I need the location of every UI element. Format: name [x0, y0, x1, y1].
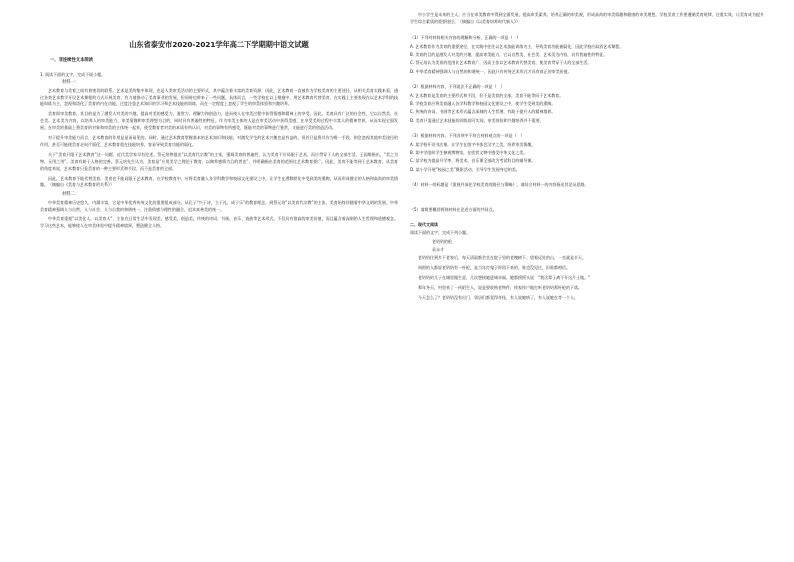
left-column [40, 0, 398, 562]
material-2-paragraph: 中小学生是未来的主人，应当在审美教育中得到全面发展，提高审美素养，培养正确的审美观，形成高尚的审美情趣和健康的审美理想。学校美育工作要遵循美育规律，注重实效，让美育成为提升学生综合素质的重要途径。（摘编自《以美育培养时代新人》） [410, 12, 764, 24]
option-d: D. 美育只需通过艺术技能的训练即可实现，审美体验和兴趣培养并不重要。 [410, 117, 544, 123]
story-paragraph: 老奶奶住到乡下老家后，每天清晨都会坐在院子里的老槐树下，望着远处的山，一坐就是半天。 [418, 255, 586, 261]
exam-title: 山东省泰安市2020-2021学年高二下学期期中语文试题 [129, 40, 309, 49]
option-b: B. 美育的目的是激发人对美的兴趣，提高审美能力，它以自然美、社会美、艺术美为内容，具有普遍性的特征。 [410, 52, 608, 58]
option-a: A. 艺术教育作为美育的重要途径，在实践中往往以艺术技能训练为主，导致美育功能被弱化，因此学校应取消艺术课程。 [410, 44, 624, 50]
material-1-paragraph: 美育即审美教育，其目的是为了激发人对美的兴趣，提高对美的感受力、鉴赏力、理解力和创造力，进而使人在审美过程中获得情感和精神上的享受。因此，美育具有广泛的社会性，它以自然美、社会美、艺术美为内容，以培养人的审美能力、审美情趣和审美理想为目的，同时具有普遍性的特征。作为审美主体的人是在审美活动中获得美感，在享受美的过程中丰富人的精神世界，从而实现全面发展。在审美的基础上将美育的对象和审美的主体统一起来，使受教育者对美的本质有所认识，对美的事物有所感受，既能对美的事物进行鉴赏，又能进行美的创造活动。 [40, 111, 398, 131]
option-c: C. 蔡元培认为美育的范围比艺术教育广，因而主张以艺术教育代替美育，使美育贯穿于人的全部生活。 [410, 60, 592, 66]
section-heading-1: 一、非连续性文本阅读 [50, 58, 93, 63]
option-a: A. 艺术教育是美育的主要形式和手段，但不是美育的全部，美育不能等同于艺术教育。 [410, 93, 564, 99]
story-paragraph: 老奶奶的儿子在城里做生意，几次想接她进城享福，她都摇摇头说：“我这辈子离不开这片土地。” [418, 275, 591, 281]
option-b: B. 某中学组织学生参观博物馆，在欣赏文物中感受中华文化之美。 [410, 150, 528, 156]
section-heading-2: 二、现代文阅读 [410, 222, 438, 228]
material-1-paragraph: 因此，艺术教育不能代替美育，美育也不能局限于艺术教育。在学校教育中，应将美育融入各学科教学和校园文化建设之中，让学生在潜移默化中受到美的熏陶，从而形成健全的人格和高尚的审美情趣。（摘编自《美育与艺术教育的关系》） [40, 175, 398, 188]
option-a: A. 某学校开设书法课，让学生在练字中体会汉字之美，培养审美情趣。 [410, 142, 536, 148]
option-d: D. 中华美育精神强调人与自然的和谐统一，因此只有传统艺术形式才具有真正的审美价值。 [410, 68, 572, 74]
story-paragraph: 周围的人都说老奶奶有一杆枪，是当年打鬼子时留下来的，谁也没见过，但谁都相信。 [418, 265, 570, 271]
story-paragraph: 今天怎么了？老奶奶没有出门，邻居们都觉得奇怪，有人说她病了，有人说她在等一个人。 [418, 294, 578, 300]
material-1-paragraph: 关于“美育只限于艺术教育”这一问题，近代美学家早有论述。蔡元培曾提出“以美育代宗教”的主张，强调美育的普遍性，认为美育不应局限于艺术，而应贯穿于人的全部生活。王国维指出，“美之为物，无用之用”，美育有助于人格的完善。蔡元培先生认为，美育是“应用美学之理论于教育，以陶养感情为目的者也”，并明确指出美育的范围比艺术教育要广。因此，美育不能等同于艺术教育。从美育的角度来说，艺术教育只是美育的一种主要形式和手段，而不是美育的全部。 [40, 151, 398, 171]
question-2-intro: 阅读下面的文字，完成下列小题。 [410, 230, 470, 236]
material-1-paragraph: 对于提升审美能力而言，艺术教育的作用是显而易见的。同时，通过艺术教育掌握基本的艺术知识和技能，对激发学生的艺术兴趣也是有益的。但若只是将其作为唯一手段，则会忽视其他审美途径的作用，甚至可能使美育走向片面化。艺术教育重在技能培养，容易导致美育功能的弱化。 [40, 135, 398, 147]
material-2-paragraph: 中华美育精神历史悠久，内涵丰富，它是中华优秀传统文化的重要组成部分。从孔子“兴于诗，立于礼，成于乐”的教育理念，到蔡元培“以美育代宗教”的主张，美育始终伴随着中华文明的发展。中华美育精神强调人与自然、人与社会、人与自我的和谐统一，注重情感与理性的融合，追求真善美的统一。 [40, 199, 398, 212]
question-1-3: （3）根据材料内容，下列各项中不符合材料观点的一项是（ ） [410, 132, 525, 138]
option-b: B. 学校美育应将美育融入各学科教学和校园文化建设之中，使学生受到美的熏陶。 [410, 101, 556, 107]
story-paragraph: 那年冬天，村里来了一伙陌生人，说是要收购老物件，挨家挨户地打听老奶奶那杆枪的下落。 [418, 285, 582, 291]
story-title: 老奶奶的枪 [432, 238, 452, 244]
material-1-paragraph: 艺术教育与美育之间有着密切的联系。艺术是美的集中体现，也是人类审美活动的主要形式，其中蕴含着丰富的美育资源，因此，艺术教育一直被作为学校美育的主要途径，从相关美育实践来看，通过各类艺术教学开设艺术课程的方式开展美育，有力地推动了美育事业的发展，但同时也带来了一些问题，具体而言，一些学校在以上措施中，用艺术教育代替美育，在实践上主要表现在以艺术学科的技能训练为主，忽视和淡化了美育的内在功能，过度注重艺术知识的学习和艺术技能的训练，而在一定程度上忽视了学生的审美体验和兴趣培养。 [40, 87, 398, 107]
question-1-2: （2）根据材料内容，下列说法不正确的一项是（ ） [410, 83, 505, 89]
question-1-5: （5）请简要概括两则材料在论述方面的共同点。 [410, 207, 497, 213]
right-column [410, 0, 764, 562]
material-1-label: 材料一： [62, 80, 80, 86]
option-c: C. 某学校为提高升学率，将美术、音乐课全部改为考试科目的辅导课。 [410, 158, 536, 164]
material-2-label: 材料二： [62, 192, 80, 198]
story-author: 袁永才 [432, 247, 444, 253]
question-1-4: （4）材料一的标题是《重视并深化学校美育的路径与策略》，请结合材料一的内容指出其论证思路。 [410, 181, 589, 187]
material-2-paragraph: 中华美育重视“以美化人、以美育人”，主张在日常生活中发现美、感受美、创造美。传统的诗词、书画、音乐、戏曲等艺术形式，不仅具有很高的审美价值，而且蕴含着深刻的人生哲理和道德观念。学习这些艺术，能够使人在审美体验中提升精神境界，塑造健全人格。 [40, 216, 398, 229]
option-c: C. 传统的诗词、书画等艺术形式蕴含深刻的人生哲理，有助于提升人的精神境界。 [410, 109, 556, 115]
question-1-1: （1）下列对材料相关内容的理解和分析，正确的一项是（ ） [410, 34, 521, 40]
question-1-intro: 1. 阅读下面的文字，完成下面小题。 [40, 72, 106, 77]
option-d: D. 某小学开展“校园之美”摄影活动，引导学生发现身边的美。 [410, 166, 520, 172]
